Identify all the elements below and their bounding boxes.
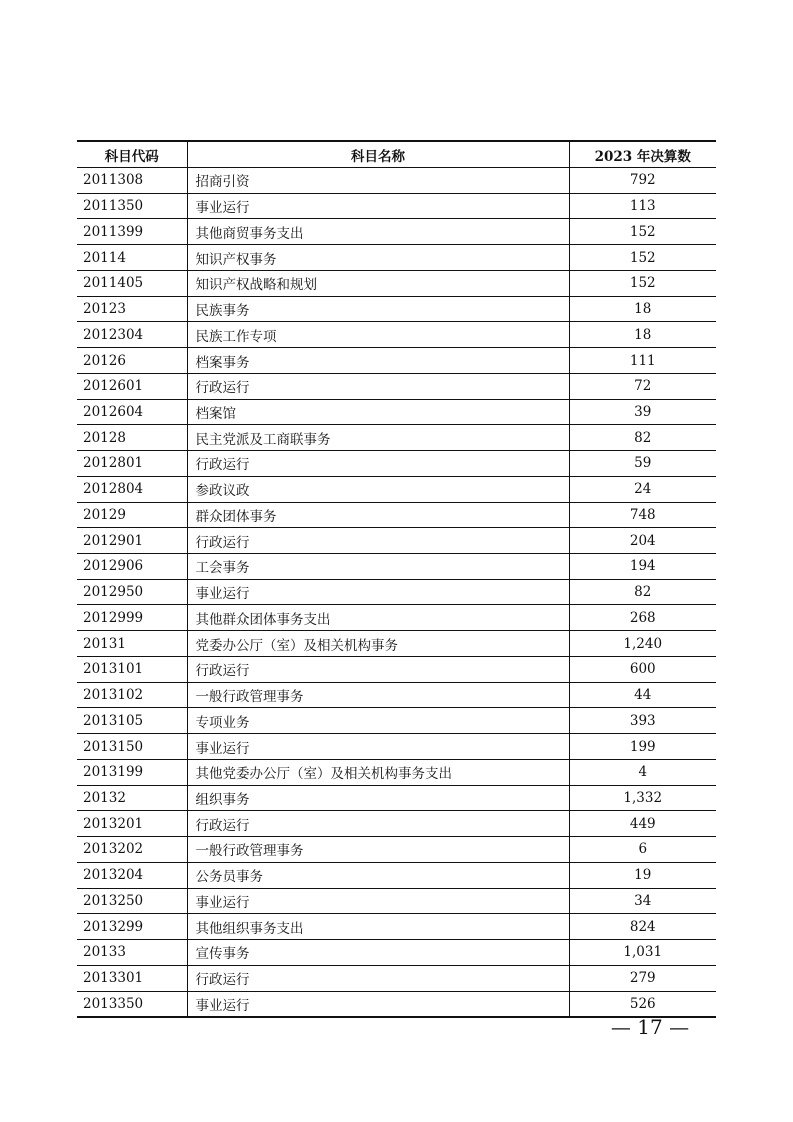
cell-code: 2012906: [77, 554, 187, 580]
table-row: [77, 554, 716, 580]
table-row: [77, 914, 716, 940]
cell-code: 2012604: [77, 399, 187, 425]
cell-value: 18: [569, 322, 716, 348]
cell-code: 2013101: [77, 656, 187, 682]
table-row: [77, 502, 716, 528]
cell-value: 526: [569, 991, 716, 1017]
cell-name: 行政运行: [187, 656, 569, 682]
table-row: [77, 425, 716, 451]
cell-code: 20132: [77, 785, 187, 811]
cell-code: 20133: [77, 940, 187, 966]
cell-name: 其他群众团体事务支出: [187, 605, 569, 631]
table-row: [77, 605, 716, 631]
cell-value: 24: [569, 476, 716, 502]
cell-value: 4: [569, 759, 716, 785]
table-body: [77, 168, 716, 1018]
cell-value: 792: [569, 168, 716, 194]
cell-name: 知识产权事务: [187, 245, 569, 271]
cell-value: 34: [569, 888, 716, 914]
cell-code: 20131: [77, 631, 187, 657]
cell-name: 知识产权战略和规划: [187, 270, 569, 296]
table-row: [77, 219, 716, 245]
cell-name: 档案馆: [187, 399, 569, 425]
cell-code: 20128: [77, 425, 187, 451]
cell-name: 事业运行: [187, 579, 569, 605]
cell-code: 20123: [77, 296, 187, 322]
cell-value: 204: [569, 528, 716, 554]
table-row: [77, 837, 716, 863]
cell-value: 19: [569, 862, 716, 888]
cell-code: 20114: [77, 245, 187, 271]
cell-code: 20129: [77, 502, 187, 528]
cell-value: 82: [569, 425, 716, 451]
cell-name: 群众团体事务: [187, 502, 569, 528]
table-row: [77, 708, 716, 734]
table-row: [77, 811, 716, 837]
header-value: 2023 年决算数: [569, 141, 716, 168]
table-row: [77, 734, 716, 760]
table-row: [77, 965, 716, 991]
table-row: [77, 991, 716, 1017]
cell-code: 2013201: [77, 811, 187, 837]
cell-value: 748: [569, 502, 716, 528]
cell-value: 194: [569, 554, 716, 580]
cell-name: 行政运行: [187, 373, 569, 399]
cell-name: 参政议政: [187, 476, 569, 502]
cell-name: 工会事务: [187, 554, 569, 580]
cell-value: 44: [569, 682, 716, 708]
cell-code: 2013150: [77, 734, 187, 760]
cell-code: 2013105: [77, 708, 187, 734]
cell-value: 393: [569, 708, 716, 734]
cell-code: 2012601: [77, 373, 187, 399]
page-number: — 17 —: [610, 1015, 690, 1039]
cell-code: 2013199: [77, 759, 187, 785]
header-code: 科目代码: [77, 141, 187, 168]
cell-name: 一般行政管理事务: [187, 682, 569, 708]
table-row: [77, 682, 716, 708]
cell-name: 事业运行: [187, 734, 569, 760]
cell-code: 2012804: [77, 476, 187, 502]
cell-name: 其他商贸事务支出: [187, 219, 569, 245]
cell-value: 111: [569, 348, 716, 374]
table-row: [77, 579, 716, 605]
table-row: [77, 631, 716, 657]
cell-code: 2012901: [77, 528, 187, 554]
table-header-row: [77, 141, 716, 168]
table-row: [77, 373, 716, 399]
cell-code: 2012801: [77, 451, 187, 477]
cell-code: 2013350: [77, 991, 187, 1017]
cell-code: 2013102: [77, 682, 187, 708]
cell-name: 事业运行: [187, 193, 569, 219]
cell-value: 82: [569, 579, 716, 605]
table-row: [77, 888, 716, 914]
cell-name: 民族工作专项: [187, 322, 569, 348]
cell-value: 39: [569, 399, 716, 425]
table-row: [77, 399, 716, 425]
cell-value: 6: [569, 837, 716, 863]
cell-code: 20126: [77, 348, 187, 374]
table-row: [77, 528, 716, 554]
cell-name: 组织事务: [187, 785, 569, 811]
cell-value: 449: [569, 811, 716, 837]
cell-code: 2012304: [77, 322, 187, 348]
cell-value: 18: [569, 296, 716, 322]
cell-value: 199: [569, 734, 716, 760]
table-row: [77, 245, 716, 271]
table-row: [77, 656, 716, 682]
table-row: [77, 348, 716, 374]
table-row: [77, 296, 716, 322]
cell-code: 2013204: [77, 862, 187, 888]
cell-value: 113: [569, 193, 716, 219]
cell-name: 行政运行: [187, 451, 569, 477]
cell-name: 招商引资: [187, 168, 569, 194]
cell-code: 2013250: [77, 888, 187, 914]
table-row: [77, 270, 716, 296]
cell-value: 279: [569, 965, 716, 991]
table-row: [77, 193, 716, 219]
cell-code: 2011405: [77, 270, 187, 296]
cell-name: 专项业务: [187, 708, 569, 734]
cell-value: 152: [569, 245, 716, 271]
cell-value: 1,240: [569, 631, 716, 657]
cell-name: 行政运行: [187, 528, 569, 554]
header-name: 科目名称: [187, 141, 569, 168]
cell-code: 2011308: [77, 168, 187, 194]
cell-name: 民主党派及工商联事务: [187, 425, 569, 451]
table-row: [77, 168, 716, 194]
cell-value: 59: [569, 451, 716, 477]
cell-name: 一般行政管理事务: [187, 837, 569, 863]
cell-value: 824: [569, 914, 716, 940]
cell-name: 公务员事务: [187, 862, 569, 888]
cell-value: 268: [569, 605, 716, 631]
cell-code: 2011350: [77, 193, 187, 219]
cell-value: 72: [569, 373, 716, 399]
cell-code: 2013301: [77, 965, 187, 991]
cell-value: 152: [569, 270, 716, 296]
cell-code: 2012999: [77, 605, 187, 631]
cell-code: 2011399: [77, 219, 187, 245]
cell-name: 民族事务: [187, 296, 569, 322]
cell-value: 1,031: [569, 940, 716, 966]
cell-name: 行政运行: [187, 811, 569, 837]
cell-name: 宣传事务: [187, 940, 569, 966]
cell-code: 2012950: [77, 579, 187, 605]
table-row: [77, 322, 716, 348]
table-row: [77, 785, 716, 811]
cell-name: 其他组织事务支出: [187, 914, 569, 940]
table-row: [77, 940, 716, 966]
table-row: [77, 451, 716, 477]
cell-value: 152: [569, 219, 716, 245]
cell-name: 行政运行: [187, 965, 569, 991]
budget-table: [77, 140, 716, 1018]
table-row: [77, 476, 716, 502]
cell-name: 党委办公厅（室）及相关机构事务: [187, 631, 569, 657]
table-row: [77, 862, 716, 888]
cell-code: 2013299: [77, 914, 187, 940]
cell-name: 档案事务: [187, 348, 569, 374]
cell-name: 其他党委办公厅（室）及相关机构事务支出: [187, 759, 569, 785]
cell-value: 1,332: [569, 785, 716, 811]
cell-code: 2013202: [77, 837, 187, 863]
cell-value: 600: [569, 656, 716, 682]
cell-name: 事业运行: [187, 991, 569, 1017]
cell-name: 事业运行: [187, 888, 569, 914]
table-row: [77, 759, 716, 785]
